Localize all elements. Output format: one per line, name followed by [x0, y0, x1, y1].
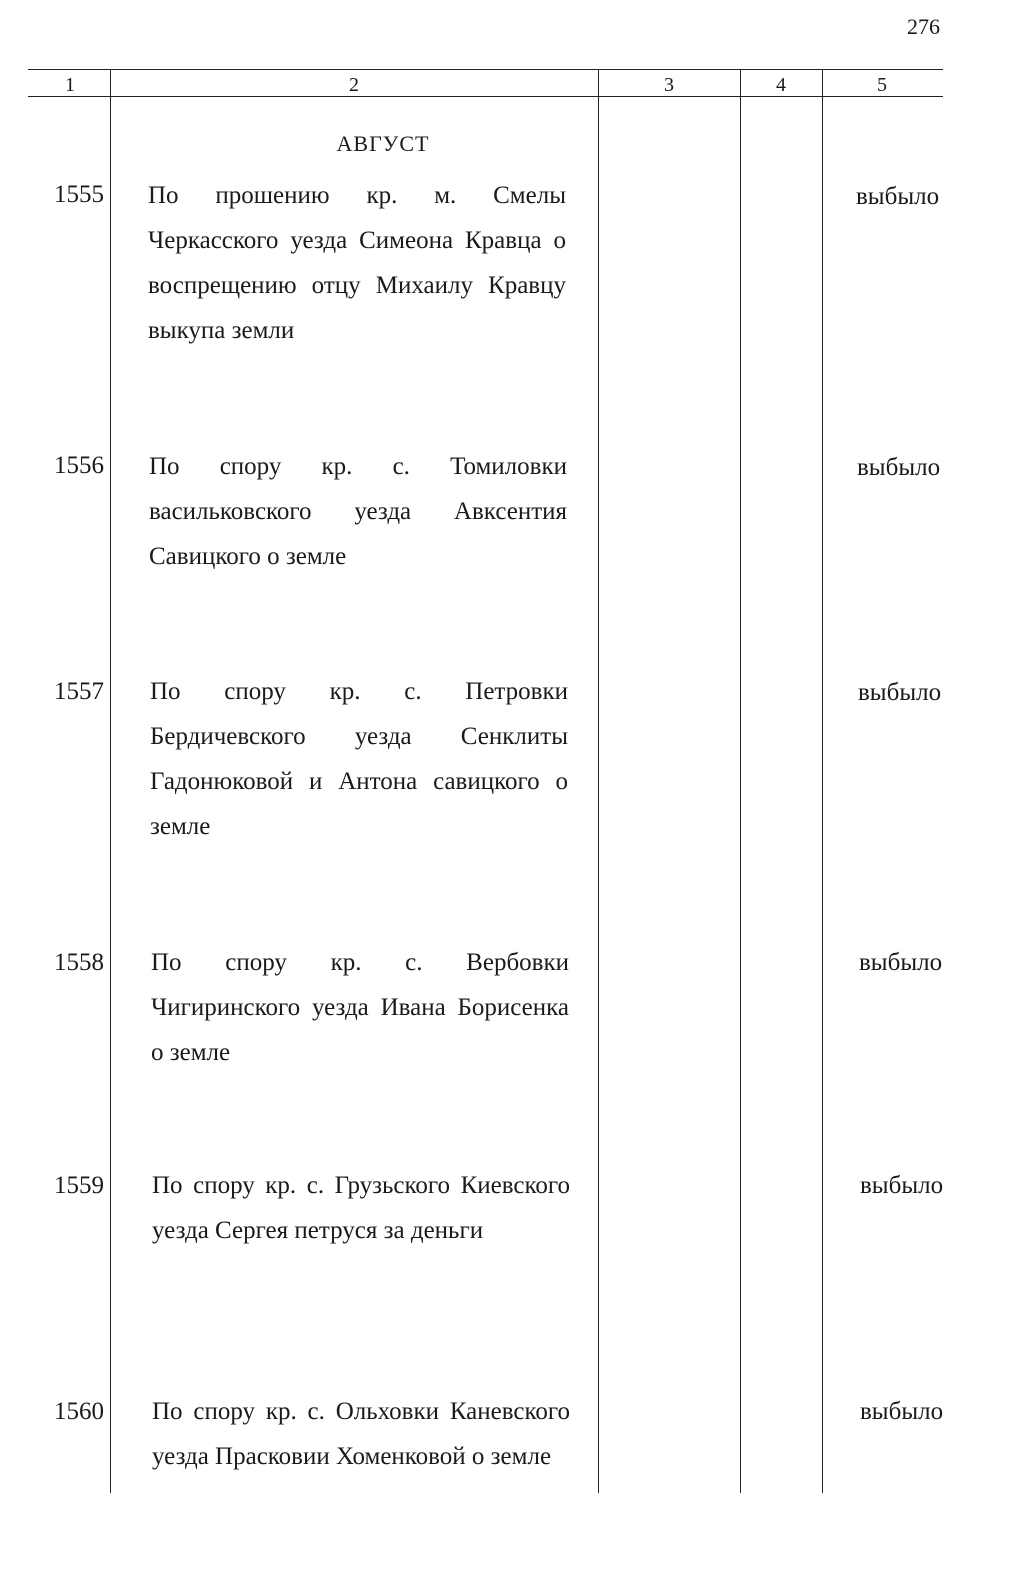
- column-divider-4: [822, 70, 823, 1493]
- row-description: По спору кр. с. Ольховки Каневского уезда Прасковии Хоменковой о земле: [152, 1398, 570, 1470]
- row-number: 1558: [54, 949, 104, 976]
- page-number: 276: [907, 14, 940, 39]
- row-description: По спору кр. с. Вербовки Чигиринского уезда Ивана Борисенка о земле: [151, 949, 569, 1066]
- column-header-4: 4: [776, 74, 786, 96]
- month-heading: АВГУСТ: [336, 131, 430, 156]
- row-status: выбыло: [860, 1172, 944, 1199]
- column-divider-3: [740, 70, 741, 1493]
- row-status: выбыло: [857, 454, 941, 481]
- row-number: 1555: [54, 181, 104, 208]
- row-description: По спору кр. с. Грузьского Киевского уезда Сергея петруся за деньги: [152, 1172, 570, 1244]
- row-number: 1557: [54, 678, 104, 705]
- row-status: выбыло: [860, 1398, 944, 1425]
- table-top-rule: [28, 69, 943, 70]
- column-divider-2: [598, 70, 599, 1493]
- row-number: 1559: [54, 1172, 104, 1199]
- column-header-2: 2: [349, 74, 359, 96]
- row-status: выбыло: [856, 183, 940, 210]
- row-status: выбыло: [859, 949, 943, 976]
- column-header-5: 5: [877, 74, 887, 96]
- row-description: По спору кр. с. Петровки Бердичевского уезда Сенклиты Гадонюковой и Антона савицкого о земле: [150, 678, 568, 840]
- row-number: 1556: [54, 452, 104, 479]
- column-header-1: 1: [65, 74, 75, 96]
- row-description: По прошению кр. м. Смелы Черкасского уезда Симеона Кравца о воспрещению отцу Михаилу Кравцу выкупа земли: [148, 182, 566, 344]
- row-number: 1560: [54, 1398, 104, 1425]
- column-header-3: 3: [664, 74, 674, 96]
- row-status: выбыло: [858, 679, 942, 706]
- row-description: По спору кр. с. Томиловки васильковского уезда Авксентия Савицкого о земле: [149, 453, 567, 570]
- column-divider-1: [110, 70, 111, 1493]
